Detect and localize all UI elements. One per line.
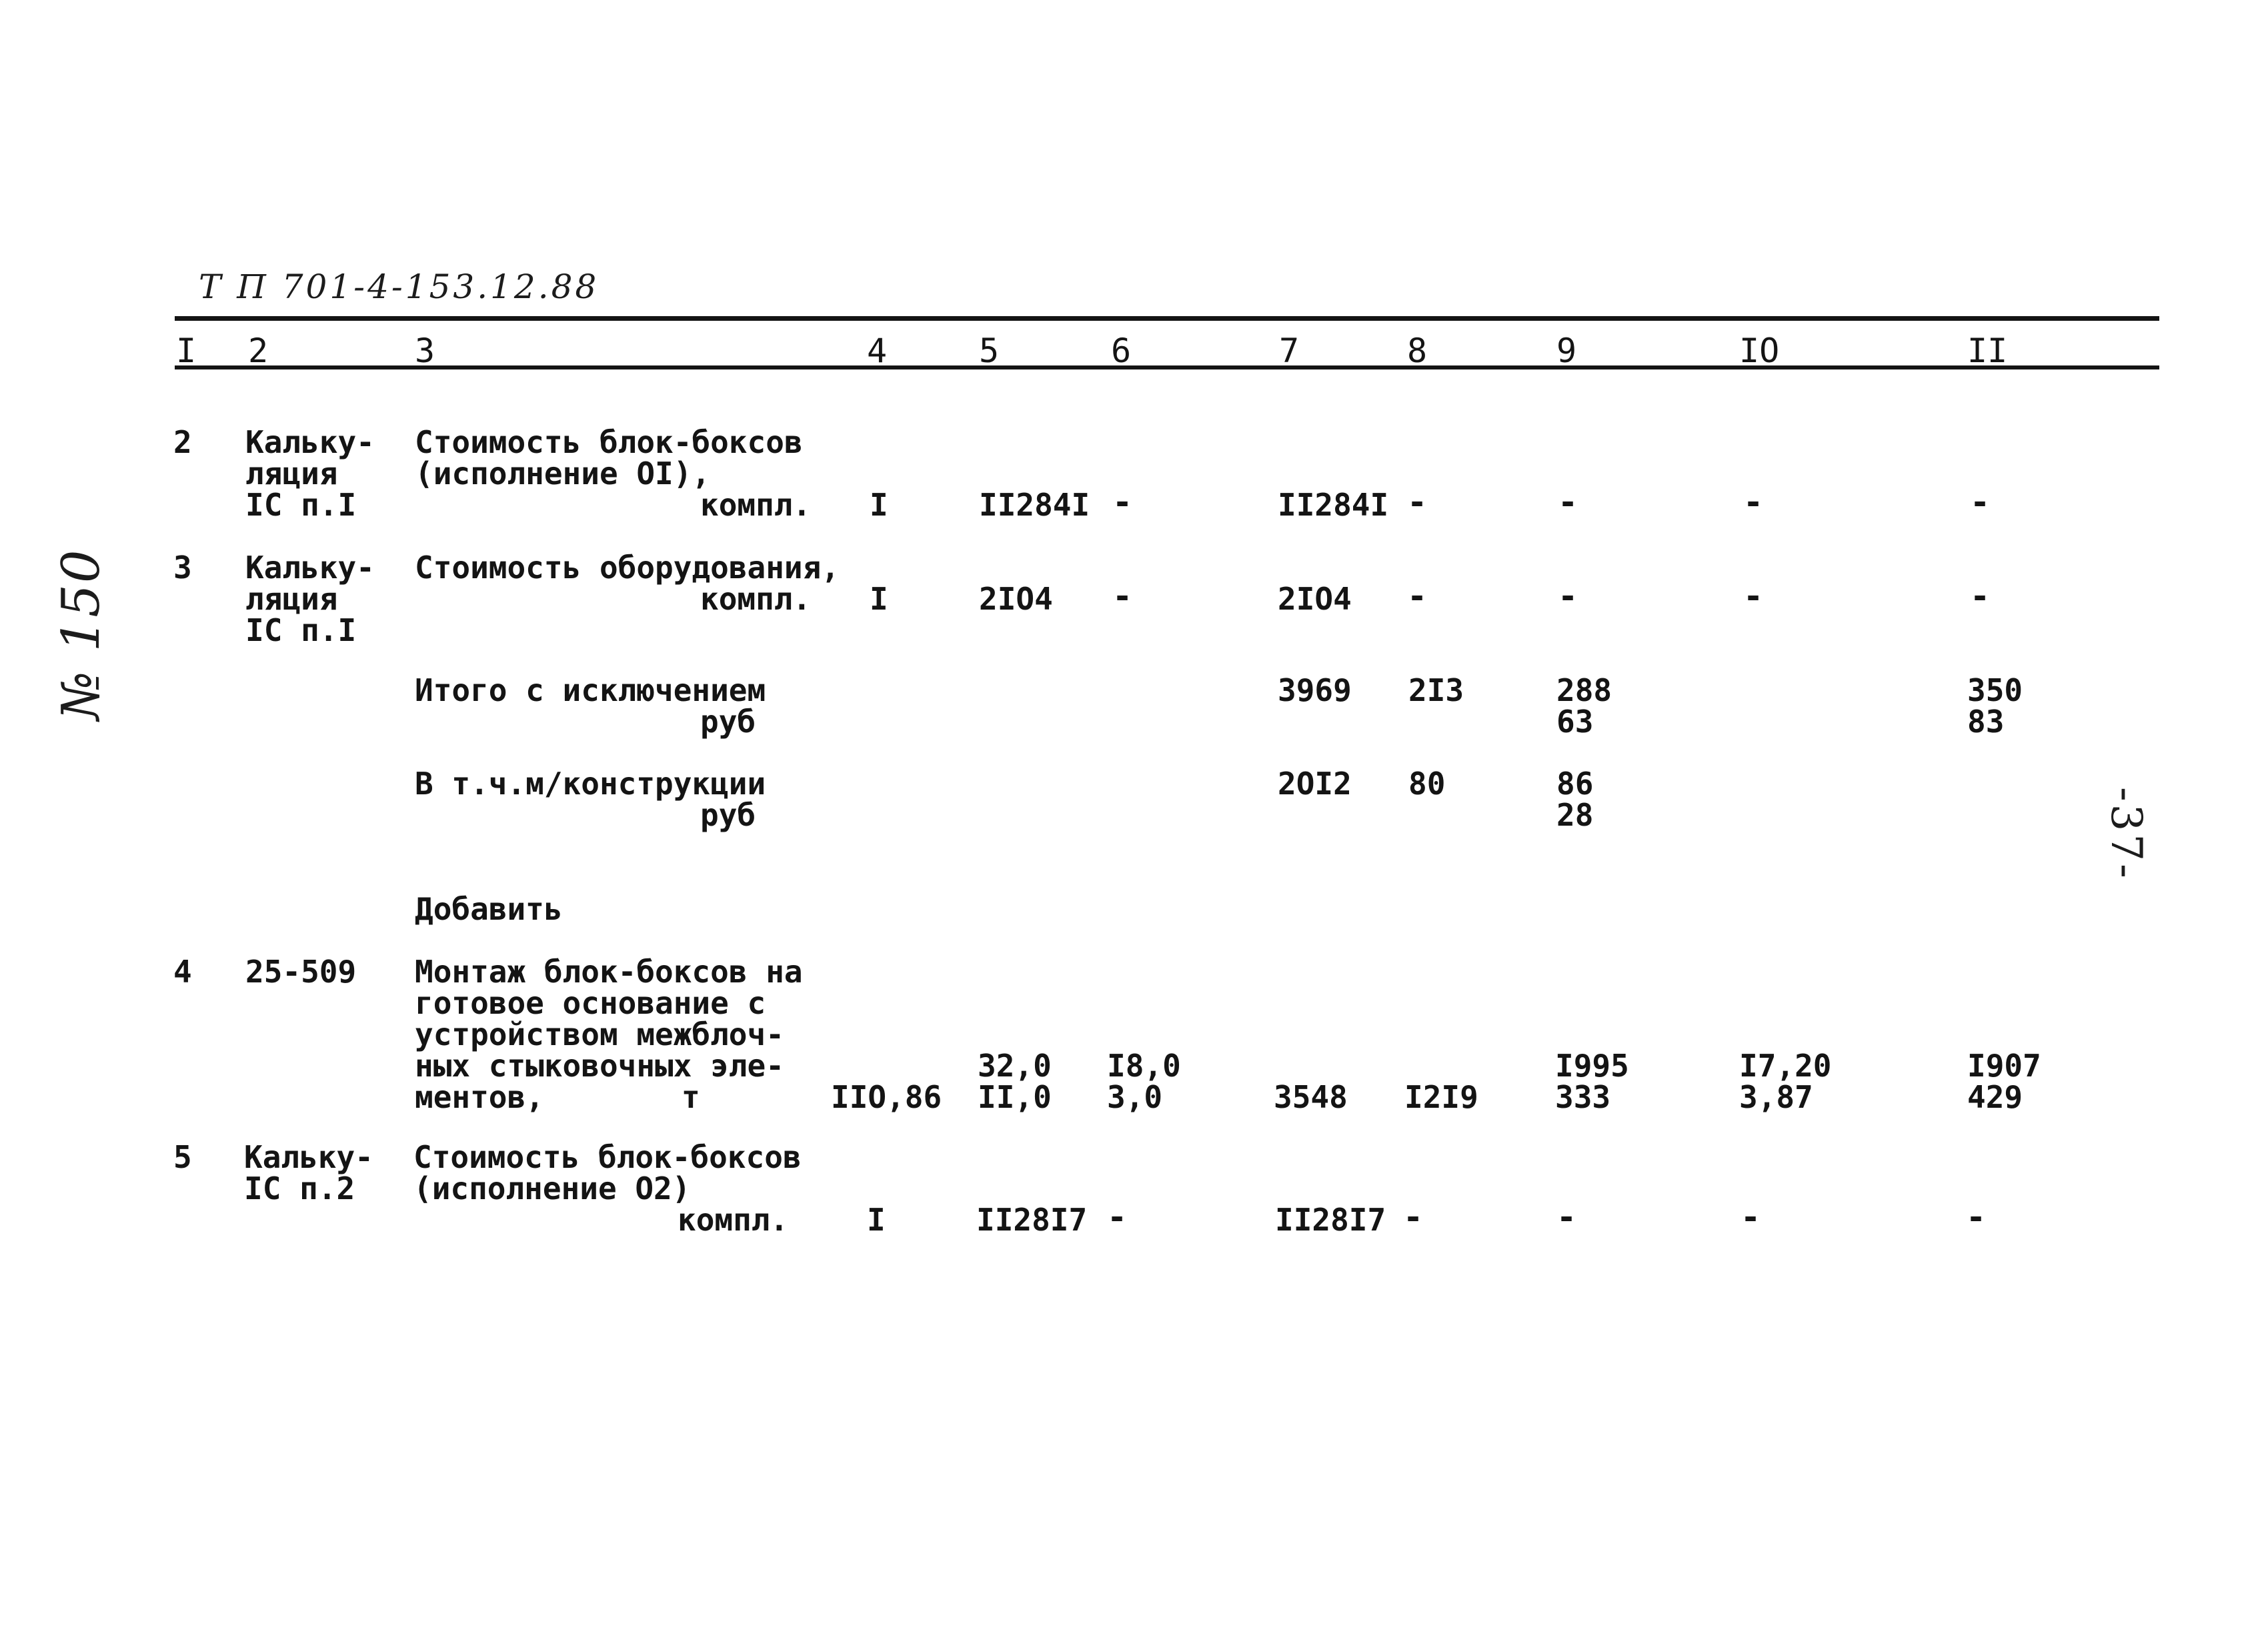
cell-col9: 28 (1556, 797, 1594, 833)
cell-col10: - (1743, 483, 1764, 522)
cell-col4: IIO,86 (831, 1079, 942, 1115)
table-header-rule (175, 365, 2159, 369)
source-line: IC п.I (245, 612, 357, 648)
source-line: Кальку- (244, 1139, 373, 1175)
cell-col5: 32,0 (978, 1048, 1052, 1084)
cell-col6: I8,0 (1107, 1048, 1181, 1084)
unit: руб (700, 797, 756, 833)
cell-col9: 63 (1556, 704, 1594, 740)
cell-col9: I995 (1555, 1048, 1629, 1084)
cell-col6: - (1112, 483, 1133, 522)
row-number: 4 (173, 954, 192, 990)
description-line: В т.ч.м/конструкции (415, 766, 766, 802)
unit: т (682, 1079, 700, 1115)
description-line: Монтаж блок-боксов на (415, 954, 803, 990)
cell-col8: 2I3 (1408, 672, 1464, 708)
row-number: 3 (173, 550, 192, 586)
cell-col4: I (867, 1202, 886, 1238)
source-line: IC п.I (245, 487, 357, 523)
cell-col9: - (1556, 1198, 1577, 1237)
cell-col8: 80 (1408, 766, 1446, 802)
table-top-rule (175, 316, 2159, 321)
cell-col11: I907 (1967, 1048, 2041, 1084)
source-line: IC п.2 (244, 1170, 355, 1206)
cell-col8: - (1407, 577, 1428, 616)
cell-col7: 2IO4 (1278, 581, 1352, 617)
col-header-11: II (1967, 331, 2008, 370)
cell-col11: - (1970, 483, 1991, 522)
description-line: ных стыковочных эле- (415, 1048, 784, 1084)
col-header-5: 5 (979, 331, 1000, 370)
cell-col8: I2I9 (1404, 1079, 1478, 1115)
page-number: -37- (2101, 787, 2151, 881)
cell-col11: - (1966, 1198, 1987, 1237)
unit: компл. (678, 1202, 789, 1238)
unit: руб (700, 704, 756, 740)
unit: компл. (700, 581, 812, 617)
cell-col6: - (1112, 577, 1133, 616)
cell-col7: 3548 (1274, 1079, 1348, 1115)
cell-col10: 3,87 (1739, 1079, 1813, 1115)
description-line: готовое основание с (415, 985, 766, 1021)
archive-mark: № 150 (51, 548, 111, 720)
cell-col7: II284I (1278, 487, 1389, 523)
source-line: ляция (245, 581, 338, 617)
description-line: (исполнение O2) (413, 1170, 691, 1206)
cell-col7: 2OI2 (1278, 766, 1352, 802)
cell-col9: - (1558, 577, 1578, 616)
source-line: 25-509 (245, 954, 357, 990)
description-line: Стоимость оборудования, (415, 550, 840, 586)
description-line: Добавить (415, 891, 563, 927)
cell-col10: I7,20 (1739, 1048, 1832, 1084)
cell-col4: I (870, 581, 888, 617)
cell-col7: 3969 (1278, 672, 1352, 708)
cell-col5: II28I7 (976, 1202, 1088, 1238)
description-line: Итого с исключением (415, 672, 766, 708)
description-line: устройством межблоч- (415, 1016, 784, 1052)
cell-col5: II,0 (978, 1079, 1052, 1115)
cell-col11: 429 (1967, 1079, 2023, 1115)
source-line: Кальку- (245, 550, 375, 586)
description-line: Стоимость блок-боксов (413, 1139, 802, 1175)
col-header-1: I (176, 331, 197, 370)
cell-col6: - (1107, 1198, 1128, 1237)
cell-col9: - (1558, 483, 1578, 522)
cell-col11: 350 (1967, 672, 2023, 708)
cell-col11: 83 (1967, 704, 2005, 740)
col-header-9: 9 (1556, 331, 1577, 370)
row-number: 5 (173, 1139, 192, 1175)
cell-col11: - (1970, 577, 1991, 616)
cell-col5: II284I (979, 487, 1090, 523)
col-header-4: 4 (867, 331, 888, 370)
source-line: ляция (245, 456, 338, 492)
description-line: (исполнение OI), (415, 456, 711, 492)
document-code: Т П 701-4-153.12.88 (199, 267, 600, 306)
row-number: 2 (173, 424, 192, 460)
source-line: Кальку- (245, 424, 375, 460)
col-header-3: 3 (415, 331, 435, 370)
cell-col8: - (1407, 483, 1428, 522)
col-header-6: 6 (1111, 331, 1132, 370)
col-header-8: 8 (1407, 331, 1428, 370)
cell-col4: I (870, 487, 888, 523)
cell-col6: 3,0 (1107, 1079, 1163, 1115)
cell-col10: - (1741, 1198, 1761, 1237)
description-line: ментов, (415, 1079, 544, 1115)
col-header-2: 2 (248, 331, 269, 370)
cell-col7: II28I7 (1275, 1202, 1386, 1238)
cell-col8: - (1403, 1198, 1424, 1237)
cell-col9: 86 (1556, 766, 1594, 802)
cell-col10: - (1743, 577, 1764, 616)
cell-col9: 288 (1556, 672, 1612, 708)
col-header-7: 7 (1279, 331, 1300, 370)
cell-col9: 333 (1555, 1079, 1611, 1115)
col-header-10: IO (1739, 331, 1780, 370)
unit: компл. (700, 487, 812, 523)
cell-col5: 2IO4 (979, 581, 1053, 617)
description-line: Стоимость блок-боксов (415, 424, 803, 460)
